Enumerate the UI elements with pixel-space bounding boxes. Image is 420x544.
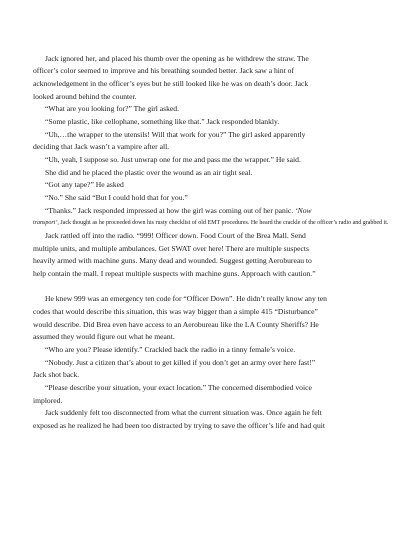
text-line: deciding that Jack wasn’t a vampire after all. (33, 142, 170, 151)
text-line: officer’s color seemed to improve and his breathing sounded better. Jack saw a hint of (33, 66, 294, 75)
text-line: “Got any tape?” He asked (45, 180, 124, 189)
italic-phrase: ‘Now (295, 206, 312, 215)
text-line: Jack suddenly felt too disconnected from what the current situation was. Once again he felt (45, 408, 322, 417)
text-line: exposed as he realized he had been too distracted by trying to save the officer’s life and had quit (33, 421, 325, 430)
text-line: She did and he placed the plastic over the wound as an air tight seal. (45, 168, 253, 177)
text-line: “Some plastic, like cellophane, something like that.” Jack responded blankly. (45, 117, 280, 126)
text-line: heavily armed with machine guns. Many dead and wounded. Suggest getting Aerobureau to (33, 256, 312, 265)
text-line: “Thanks.” Jack responded impressed at how the girl was coming out of her panic. ‘Now (45, 206, 312, 215)
text-line: He knew 999 was an emergency ten code for “Officer Down”. He didn’t really know any ten (45, 294, 327, 303)
text-line: assumed they would figure out what he meant. (33, 332, 175, 341)
text-line: “Who are you? Please identify.” Crackled back the radio in a tinny female’s voice. (45, 345, 296, 354)
text-line: “No.” She said “But I could hold that for you.” (45, 193, 188, 202)
text-line: “Uh, yeah, I suppose so. Just unwrap one for me and pass me the wrapper.” He said. (45, 155, 301, 164)
text-line: implored. (33, 396, 63, 405)
text-line: acknowledgement in the officer’s eyes but he still looked like he was on death’s door. Jack (33, 79, 309, 88)
text-line: Jack shot back. (33, 370, 80, 379)
text-line: Jack rattled off into the radio. “999! Officer down. Food Court of the Brea Mall. Send (45, 231, 306, 240)
text-line: looked around behind the counter. (33, 92, 137, 101)
text-line: codes that would describe this situation, this was way bigger than a simple 415 “Disturbance” (33, 307, 318, 316)
text-line: “Please describe your situation, your exact location.” The concerned disembodied voice (45, 383, 312, 392)
text-line: “Uh,…the wrapper to the utensils! Will that work for you?” The girl asked apparently (45, 130, 306, 139)
text-line: “Nobody. Just a citizen that’s about to get killed if you don’t get an army over here fast!” (45, 358, 316, 367)
italic-phrase: transport’ (33, 220, 58, 226)
text-line-continuation: transport’, Jack thought as he proceeded down his rusty checklist of old EMT procedures. He heard the crackle of the officer’s radio and grabbed it. (33, 220, 389, 226)
text-line: would describe. Did Brea even have access to an Aerobureau like the LA County Sheriffs? He (33, 320, 319, 329)
text-line: multiple units, and multiple ambulances. Get SWAT over here! There are multiple suspects (33, 244, 309, 253)
text-line: help contain the mall. I repeat multiple suspects with machine guns. Approach with caution.” (33, 269, 316, 278)
text-line: Jack ignored her, and placed his thumb over the opening as he withdrew the straw. The (45, 54, 309, 63)
text-line: “What are you looking for?” The girl asked. (45, 104, 179, 113)
